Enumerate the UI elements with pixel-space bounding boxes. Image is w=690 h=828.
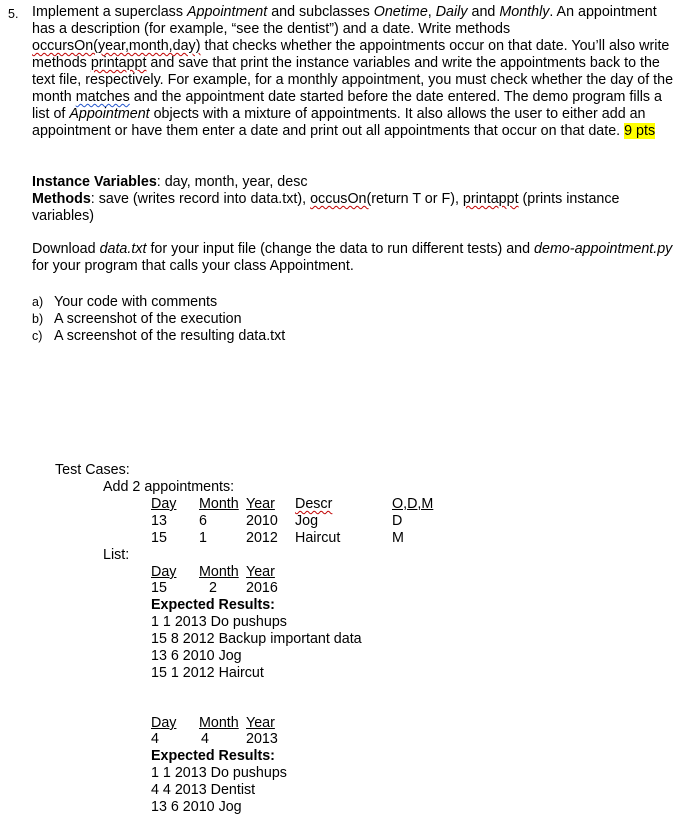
query-month: 4 <box>201 731 209 747</box>
method-name: printappt <box>462 191 519 207</box>
result-line: 4 4 2013 Dentist <box>151 782 256 798</box>
list-marker: a) <box>32 295 44 309</box>
header-descr: Descr <box>295 496 333 512</box>
result-line: 13 6 2010 Jog <box>151 648 242 664</box>
query-header-month: Month <box>199 564 239 580</box>
list-item <box>32 294 217 311</box>
cell-odm: D <box>392 513 403 529</box>
text-run: (prints instance variables) <box>32 191 620 224</box>
methods <box>32 191 682 225</box>
class-name: Monthly <box>499 4 550 20</box>
text-run: objects with a mixture of appointments. It also allows the user to either add an appointment or have them enter a date and print out all appointments that occur on that date. <box>32 106 646 139</box>
header-month: Month <box>199 496 239 512</box>
query-month: 2 <box>209 580 217 596</box>
header-day: Day <box>151 496 177 512</box>
text-run: Download <box>32 241 100 257</box>
method-name: printappt <box>90 55 147 71</box>
class-name: Onetime <box>373 4 428 20</box>
header-year: Year <box>246 496 275 512</box>
text-run: Implement a superclass <box>32 4 187 20</box>
instance-label: Instance Variables <box>32 174 157 190</box>
query-header-day: Day <box>151 715 177 731</box>
cell-year: 2010 <box>246 513 278 529</box>
points-badge: 9 pts <box>624 123 656 139</box>
cell-day: 15 <box>151 530 167 546</box>
text-run: and save that print the instance variables and write the appointments back to the text file, respectively. For example, for a monthly appointment, you must check whether the day of the month <box>32 55 674 105</box>
file-name: data.txt <box>99 241 147 257</box>
list-item <box>32 311 242 328</box>
list-item-text: Your code with comments <box>54 294 218 310</box>
text-run: and subclasses <box>267 4 374 20</box>
cell-day: 13 <box>151 513 167 529</box>
class-name: Daily <box>435 4 468 20</box>
list-marker: c) <box>32 329 43 343</box>
query-day: 4 <box>151 731 159 747</box>
result-line: 13 6 2010 Jog <box>151 799 242 815</box>
list-item-text: A screenshot of the execution <box>54 311 242 327</box>
instance-text: : day, month, year, desc <box>156 174 308 190</box>
text-run: and the appointment date started before the date entered. The demo program fills a list of <box>32 89 663 122</box>
result-line: 1 1 2013 Do pushups <box>151 614 287 630</box>
text-run: for your input file (change the data to run different tests) and <box>146 241 535 257</box>
query-year: 2016 <box>246 580 278 596</box>
cell-month: 1 <box>199 530 207 546</box>
grammar-flag: matches <box>75 89 130 105</box>
methods-label: Methods <box>32 191 91 207</box>
cell-month: 6 <box>199 513 207 529</box>
cell-descr: Jog <box>295 513 319 529</box>
text-run: and <box>467 4 500 20</box>
question-number: 5. <box>8 7 19 21</box>
text-run: : save (writes record into data.txt), <box>90 191 311 207</box>
query-header-year: Year <box>246 715 275 731</box>
cell-year: 2012 <box>246 530 278 546</box>
query-header-day: Day <box>151 564 177 580</box>
list-label: List: <box>103 547 130 563</box>
file-name: demo-appointment.py <box>534 241 673 257</box>
instance-variables <box>32 174 682 191</box>
result-line: 1 1 2013 Do pushups <box>151 765 287 781</box>
query-header-year: Year <box>246 564 275 580</box>
text-run: that checks whether the appointments occur on that date. You’ll also write methods <box>32 38 670 71</box>
result-line: 15 1 2012 Haircut <box>151 665 264 681</box>
query-header-month: Month <box>199 715 239 731</box>
text-run: for your program that calls your class Appointment. <box>32 258 354 274</box>
class-name: Appointment <box>69 106 150 122</box>
list-item <box>32 328 285 345</box>
method-name: occusOn( <box>310 191 372 207</box>
download-paragraph <box>32 241 682 275</box>
text-run: return T or F), <box>371 191 463 207</box>
list-marker: b) <box>32 312 44 326</box>
expected-results-label: Expected Results: <box>151 748 275 764</box>
list-item-text: A screenshot of the resulting data.txt <box>54 328 286 344</box>
test-cases-heading: Test Cases: <box>55 462 130 478</box>
method-name: occursOn(year,month,day) <box>32 38 201 54</box>
cell-odm: M <box>392 530 404 546</box>
text-run: , <box>427 4 436 20</box>
add-label: Add 2 appointments: <box>103 479 235 495</box>
header-odm: O,D,M <box>392 496 434 512</box>
query-year: 2013 <box>246 731 278 747</box>
expected-results-label: Expected Results: <box>151 597 275 613</box>
class-name: Appointment <box>186 4 268 20</box>
question-paragraph <box>32 4 682 140</box>
cell-descr: Haircut <box>295 530 341 546</box>
text-run: . An appointment has a description (for example, “see the dentist”) and a date. Write methods <box>32 4 657 37</box>
result-line: 15 8 2012 Backup important data <box>151 631 362 647</box>
query-day: 15 <box>151 580 167 596</box>
